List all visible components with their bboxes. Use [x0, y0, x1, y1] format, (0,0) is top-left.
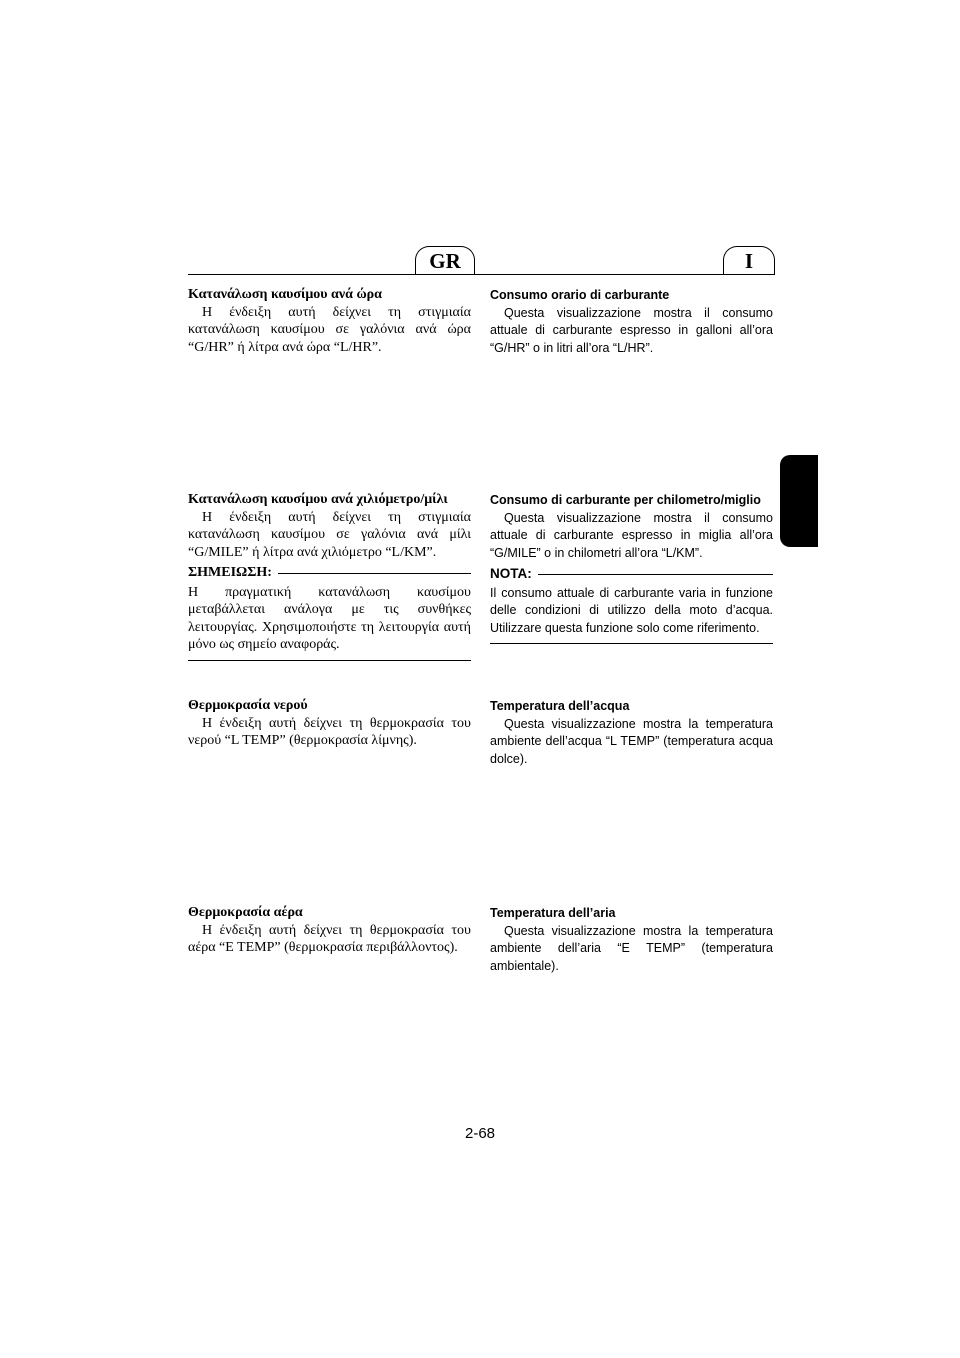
- section-body: Η ένδειξη αυτή δείχνει τη θερμοκρασία του αέρα “E TEMP” (θερμοκρασία περιβάλλοντος).: [188, 922, 471, 955]
- it-section-water-temp: [490, 698, 773, 768]
- section-body: Questa visualizzazione mostra la temperatura ambiente dell’aria “E TEMP” (temperatura ambientale).: [490, 923, 773, 973]
- it-section-fuel-per-distance: [490, 492, 773, 644]
- section-title: Κατανάλωση καυσίμου ανά ώρα: [188, 287, 382, 302]
- language-tab-gr: GR: [415, 246, 475, 275]
- chapter-side-tab: [780, 455, 818, 547]
- section-body: Η ένδειξη αυτή δείχνει τη θερμοκρασία του νερού “L TEMP” (θερμοκρασία λίμνης).: [188, 715, 471, 748]
- section-body: Questa visualizzazione mostra la temperatura ambiente dell’acqua “L TEMP” (temperatura acqua dolce).: [490, 716, 773, 766]
- language-tab-i: I: [723, 246, 775, 275]
- section-title: Κατανάλωση καυσίμου ανά χιλιόμετρο/μίλι: [188, 492, 448, 507]
- section-title: Consumo orario di carburante: [490, 288, 670, 302]
- note-header: [490, 565, 773, 583]
- note-label: NOTA:: [490, 566, 532, 581]
- note-label: ΣΗΜΕΙΩΣΗ:: [188, 565, 272, 580]
- note-text: Il consumo attuale di carburante varia in funzione delle condizioni di utilizzo della moto d’acqua. Utilizzare questa funzione solo come riferimento.: [490, 585, 773, 645]
- it-section-air-temp: [490, 905, 773, 975]
- section-title: Θερμοκρασία νερού: [188, 698, 308, 713]
- gr-section-water-temp: [188, 697, 471, 750]
- gr-section-fuel-per-distance: [188, 491, 471, 661]
- header-rule: [188, 274, 774, 275]
- section-title: Consumo di carburante per chilometro/miglio: [490, 493, 761, 507]
- section-title: Temperatura dell’acqua: [490, 699, 630, 713]
- section-title: Temperatura dell’aria: [490, 906, 616, 920]
- gr-section-air-temp: [188, 904, 471, 957]
- section-body: Questa visualizzazione mostra il consumo attuale di carburante espresso in galloni all’ora “G/HR” o in litri all’ora “L/HR”.: [490, 305, 773, 355]
- page-number: 2-68: [464, 1125, 496, 1142]
- note-rule: [278, 573, 471, 574]
- gr-section-fuel-per-hour: [188, 286, 471, 356]
- note-text: Η πραγματική κατανάλωση καυσίμου μεταβάλλεται ανάλογα με τις συνθήκες λειτουργίας. Χρησιμοποιήστε τη λειτουργία αυτή μόνο ως σημείο αναφοράς.: [188, 584, 471, 661]
- section-body: Η ένδειξη αυτή δείχνει τη στιγμιαία κατανάλωση καυσίμου σε γαλόνια ανά ώρα “G/HR” ή λίτρα ανά ώρα “L/HR”.: [188, 304, 471, 355]
- section-title: Θερμοκρασία αέρα: [188, 905, 303, 920]
- it-section-fuel-per-hour: [490, 287, 773, 357]
- note-rule: [538, 574, 773, 575]
- section-body: Questa visualizzazione mostra il consumo attuale di carburante espresso in miglia all’ora “G/MILE” o in chilometri all’ora “L/KM”.: [490, 510, 773, 560]
- note-header: [188, 564, 471, 582]
- section-body: Η ένδειξη αυτή δείχνει τη στιγμιαία κατανάλωση καυσίμου σε γαλόνια ανά μίλι “G/MILE” ή λίτρα ανά χιλιόμετρο “L/KM”.: [188, 509, 471, 560]
